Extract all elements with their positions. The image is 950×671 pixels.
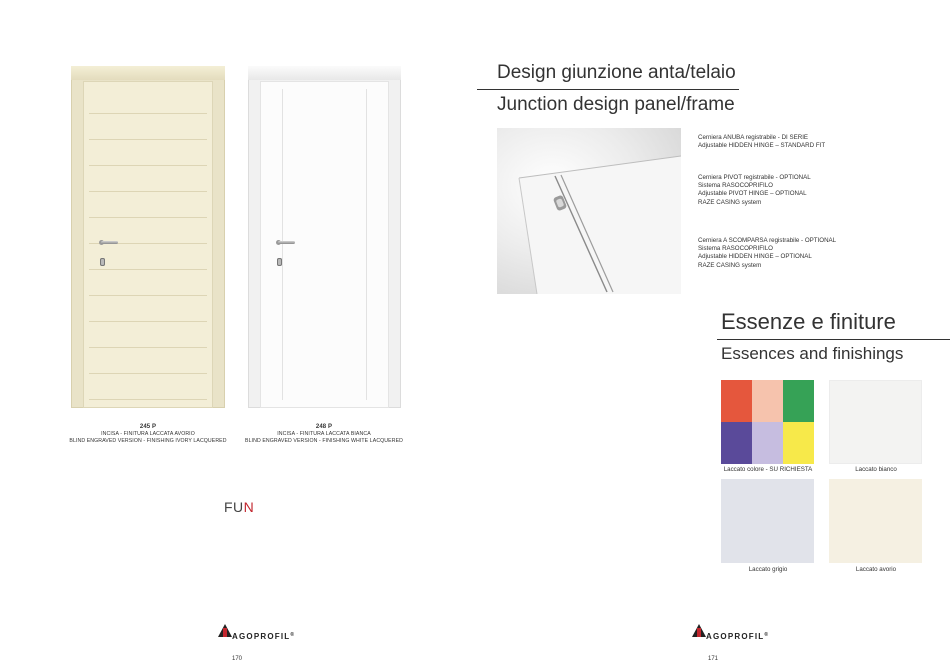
brand-name: AGOPROFIL® — [706, 632, 770, 641]
door-panel — [83, 81, 213, 408]
finishes-title-en: Essences and finishings — [721, 344, 904, 363]
door-1-code: 245 P — [139, 424, 157, 430]
finishes-title-it: Essenze e finiture — [721, 309, 896, 334]
swatch-label-grigio: Laccato grigio — [748, 566, 788, 573]
door-2-line2: BLIND ENGRAVED VERSION - FINISHING WHITE LACQUERED — [245, 438, 403, 444]
color-swatch-green — [783, 380, 814, 422]
finishes-rule — [717, 339, 950, 340]
heading-rule — [477, 89, 739, 90]
brand-logo-right — [692, 624, 772, 640]
door-2-code: 248 P — [315, 424, 333, 430]
color-swatch-peach — [752, 380, 783, 422]
junction-title-it: Design giunzione anta/telaio — [497, 62, 736, 83]
hinge-pivot-text — [698, 174, 811, 207]
hinge-standard-text — [698, 134, 825, 150]
hinge-photo — [497, 128, 681, 294]
page-number-left: 170 — [232, 656, 243, 662]
brand-logo-left — [218, 624, 298, 640]
keyhole-icon — [277, 258, 282, 266]
collection-prefix: FU — [224, 499, 244, 515]
door-lintel — [248, 66, 401, 80]
color-swatch-lilac — [752, 422, 783, 464]
agoprofil-logo-icon — [692, 624, 706, 638]
hinge-2-line2: Sistema RASOCOPRIFILO — [698, 182, 773, 190]
door-1-line2: BLIND ENGRAVED VERSION - FINISHING IVORY LACQUERED — [69, 438, 227, 444]
door-1-caption — [53, 424, 243, 445]
swatch-laccato-grigio — [721, 479, 814, 563]
junction-title-en: Junction design panel/frame — [497, 94, 735, 115]
brand-name: AGOPROFIL® — [232, 632, 296, 641]
door-white-image — [248, 66, 401, 408]
hinge-3-line3: Adjustable HIDDEN HINGE – OPTIONAL — [698, 253, 812, 261]
swatch-label-colore: Laccato colore - SU RICHIESTA — [723, 466, 813, 473]
hinge-illustration — [497, 128, 681, 294]
door-1-line1: INCISA - FINITURA LACCATA AVORIO — [101, 431, 195, 437]
hinge-2-line1: Cerniera PIVOT registrabile - OPTIONAL — [698, 174, 811, 181]
swatch-laccato-avorio — [829, 479, 922, 563]
hinge-1-line1: Cerniera ANUBA registrabile - DI SERIE — [698, 134, 809, 141]
swatch-laccato-colore — [721, 380, 814, 464]
door-lintel — [71, 66, 225, 80]
color-swatch-violet — [721, 422, 752, 464]
hinge-3-line1: Cerniera A SCOMPARSA registrabile - OPTIONAL — [698, 237, 837, 244]
color-swatch-orange — [721, 380, 752, 422]
page-number-right: 171 — [708, 656, 719, 662]
door-handle-icon — [278, 241, 295, 244]
hinge-2-line3: Adjustable PIVOT HINGE – OPTIONAL — [698, 190, 807, 198]
hinge-1-line2: Adjustable HIDDEN HINGE – STANDARD FIT — [698, 142, 826, 150]
door-2-line1: INCISA - FINITURA LACCATA BIANCA — [277, 431, 371, 437]
hinge-3-line2: Sistema RASOCOPRIFILO — [698, 245, 773, 253]
agoprofil-logo-icon — [218, 624, 232, 638]
door-ivory-image — [71, 66, 225, 408]
color-swatch-yellow — [783, 422, 814, 464]
hinge-3-line4: RAZE CASING system — [698, 261, 762, 269]
collection-name — [224, 499, 254, 515]
hinge-hidden-text — [698, 237, 836, 270]
hinge-2-line4: RAZE CASING system — [698, 198, 762, 206]
swatch-laccato-bianco — [829, 380, 922, 464]
collection-suffix: N — [243, 499, 255, 515]
door-handle-icon — [101, 241, 118, 244]
door-2-caption — [229, 424, 419, 445]
door-panel — [260, 81, 389, 408]
swatch-label-bianco: Laccato bianco — [855, 466, 897, 473]
keyhole-icon — [100, 258, 105, 266]
swatch-label-avorio: Laccato avorio — [855, 566, 897, 573]
